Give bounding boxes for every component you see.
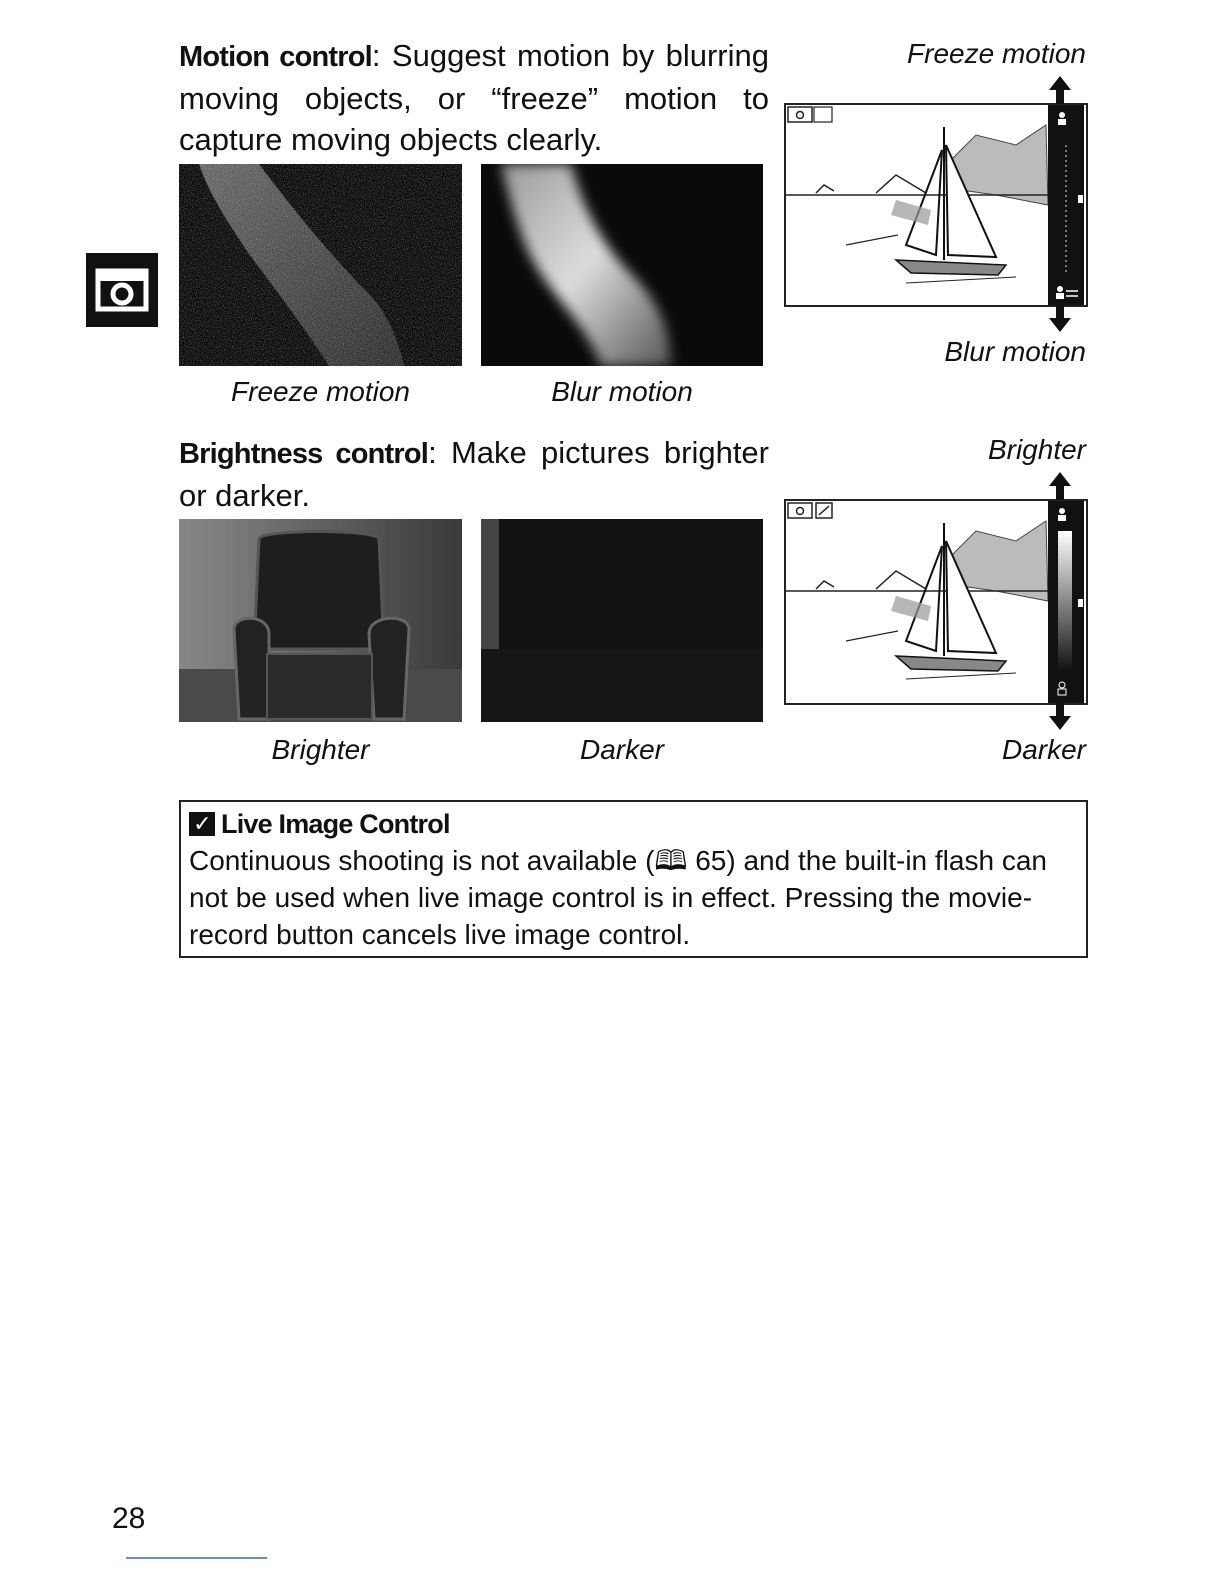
brightness-live-view-screen xyxy=(784,499,1088,705)
motion-up-arrow-icon xyxy=(1047,74,1073,106)
blur-motion-photo xyxy=(481,164,763,366)
brightness-text: : Make pictures brighter or darker. xyxy=(179,435,769,513)
note-body: Continuous shooting is not available (🕮 65) and the built-in flash can not be used when live image control is in effect. Pressing the movie-record button cancels live image control. xyxy=(189,845,1047,950)
brightness-slider-bar[interactable] xyxy=(1048,501,1084,703)
brightness-paragraph xyxy=(179,432,769,516)
brightness-up-arrow-icon xyxy=(1047,470,1073,502)
brightness-lead: Brightness control xyxy=(179,438,429,470)
note-title-text: Live Image Control xyxy=(221,809,450,839)
blur-motion-caption: Blur motion xyxy=(551,376,693,407)
brighter-photo xyxy=(179,519,462,722)
motion-paragraph xyxy=(179,35,769,160)
motion-down-arrow-icon xyxy=(1047,302,1073,334)
footer-rule xyxy=(126,1557,267,1559)
brightness-down-arrow-icon xyxy=(1047,700,1073,732)
freeze-motion-label: Freeze motion xyxy=(907,38,1086,69)
darker-label: Darker xyxy=(1001,734,1086,765)
motion-lead: Motion control xyxy=(179,41,372,73)
check-icon: ✓ xyxy=(189,812,215,836)
note-title xyxy=(189,806,450,842)
blur-motion-label: Blur motion xyxy=(944,336,1086,367)
freeze-motion-caption: Freeze motion xyxy=(231,376,410,407)
note-box xyxy=(179,800,1088,958)
brighter-label: Brighter xyxy=(987,434,1086,465)
motion-slider-bar[interactable] xyxy=(1048,105,1084,305)
darker-photo xyxy=(481,519,763,722)
section-tab xyxy=(86,253,158,327)
motion-live-view-screen xyxy=(784,103,1088,307)
camera-icon xyxy=(86,253,158,327)
freeze-motion-photo xyxy=(179,164,462,366)
motion-text: : Suggest motion by blurring moving objects, or “freeze” motion to capture moving objects clearly. xyxy=(179,38,769,157)
page-number: 28 xyxy=(112,1502,146,1535)
brighter-caption: Brighter xyxy=(271,734,370,765)
darker-caption: Darker xyxy=(579,734,664,765)
